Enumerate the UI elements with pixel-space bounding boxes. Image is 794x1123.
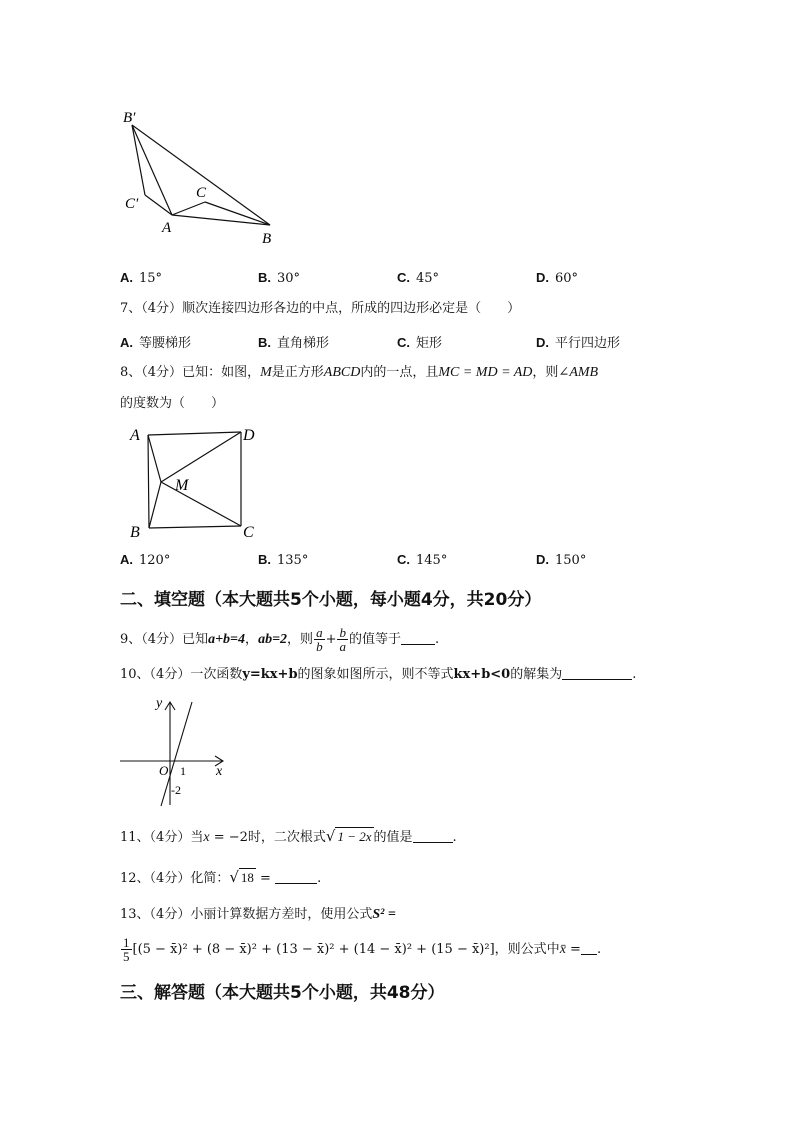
origin-label: O — [159, 763, 169, 778]
q6-option-b[interactable]: B. 30° — [258, 270, 301, 286]
q6-option-d[interactable]: D. 60° — [536, 270, 579, 286]
q13-stem: 13、（4分）小丽计算数据方差时，使用公式S² = — [120, 907, 396, 922]
q11-stem: 11、（4分）当x = −2时，二次根式√ 1 − 2x 的值是 . — [120, 827, 457, 845]
tick-label-neg2: -2 — [171, 783, 181, 797]
tick-label-1: 1 — [180, 764, 186, 778]
q11-answer-blank[interactable] — [413, 830, 453, 843]
q8-option-c[interactable]: C. 145° — [397, 552, 448, 568]
fraction-one-fifth: $\frac{1}{5}$ — [123, 935, 130, 964]
figure-q10-linear-graph — [115, 690, 235, 810]
label-m: M — [175, 477, 189, 494]
radical-sign: √ — [229, 868, 239, 886]
q7-option-c[interactable]: C. 矩形 — [397, 335, 443, 351]
label-a: A — [162, 220, 172, 236]
figure-q6-triangles — [115, 105, 285, 250]
axis-label-x: x — [216, 764, 223, 779]
q7-option-a[interactable]: A. 等腰梯形 — [120, 335, 192, 351]
variance-expression: [(5 − x̄)² + (8 − x̄)² + (13 − x̄)² + (14 − x̄)² + (15 − x̄)²] — [132, 942, 495, 957]
fraction-b-over-a: $\frac{b}{a}$ — [339, 625, 346, 654]
label-c: C — [196, 185, 207, 201]
label-b: B — [130, 524, 140, 541]
q13-answer-blank[interactable] — [581, 942, 597, 955]
label-b-prime: B′ — [123, 110, 136, 126]
q7-option-d[interactable]: D. 平行四边形 — [536, 335, 621, 351]
q8-option-d[interactable]: D. 150° — [536, 552, 587, 568]
q13-formula: $\frac{1}{5}$ [(5 − x̄)² + (8 − x̄)² + (13 − x̄)² + (14 − x̄)² + (15 − x̄)²]，则公式中x̄ = . — [123, 935, 602, 964]
q8-stem: 8、（4分）已知：如图，M是正方形ABCD内的一点，且MC = MD = AD，则∠AMB — [120, 365, 599, 380]
figure-q8-square — [125, 420, 265, 545]
q10-answer-blank[interactable] — [562, 667, 632, 680]
label-c-prime: C′ — [125, 196, 139, 212]
label-b: B — [262, 231, 272, 247]
q12-stem: 12、（4分）化简：√ 18 = . — [120, 868, 322, 886]
q9-answer-blank[interactable] — [401, 632, 435, 645]
label-a: A — [130, 427, 140, 444]
radical-sign: √ — [325, 827, 336, 845]
section-3-title: 三、解答题（本大题共5个小题，共48分） — [120, 983, 445, 1003]
axis-label-y: y — [156, 696, 163, 711]
q10-stem: 10、（4分）一次函数y=kx+b的图象如图所示，则不等式kx+b<0的解集为 . — [120, 667, 637, 682]
q6-option-c[interactable]: C. 45° — [397, 270, 440, 286]
q8-option-a[interactable]: A. 120° — [120, 552, 171, 568]
q12-answer-blank[interactable] — [275, 871, 317, 884]
section-2-title: 二、填空题（本大题共5个小题，每小题4分，共20分） — [120, 590, 542, 610]
q9-stem: 9、（4分）已知a+b=4，ab=2，则 $\frac{a}{b}$ + $\frac{b}{a}$ 的值等于 . — [120, 625, 440, 654]
q7-stem: 7、（4分）顺次连接四边形各边的中点，所成的四边形必定是（ ） — [120, 301, 521, 316]
label-d: D — [243, 427, 255, 444]
q7-option-b[interactable]: B. 直角梯形 — [258, 335, 330, 351]
q8-option-b[interactable]: B. 135° — [258, 552, 309, 568]
q6-option-a[interactable]: A. 15° — [120, 270, 163, 286]
label-c: C — [243, 524, 254, 541]
fraction-a-over-b: $\frac{a}{b}$ — [316, 625, 323, 654]
q8-stem-cont: 的度数为（ ） — [120, 396, 225, 411]
